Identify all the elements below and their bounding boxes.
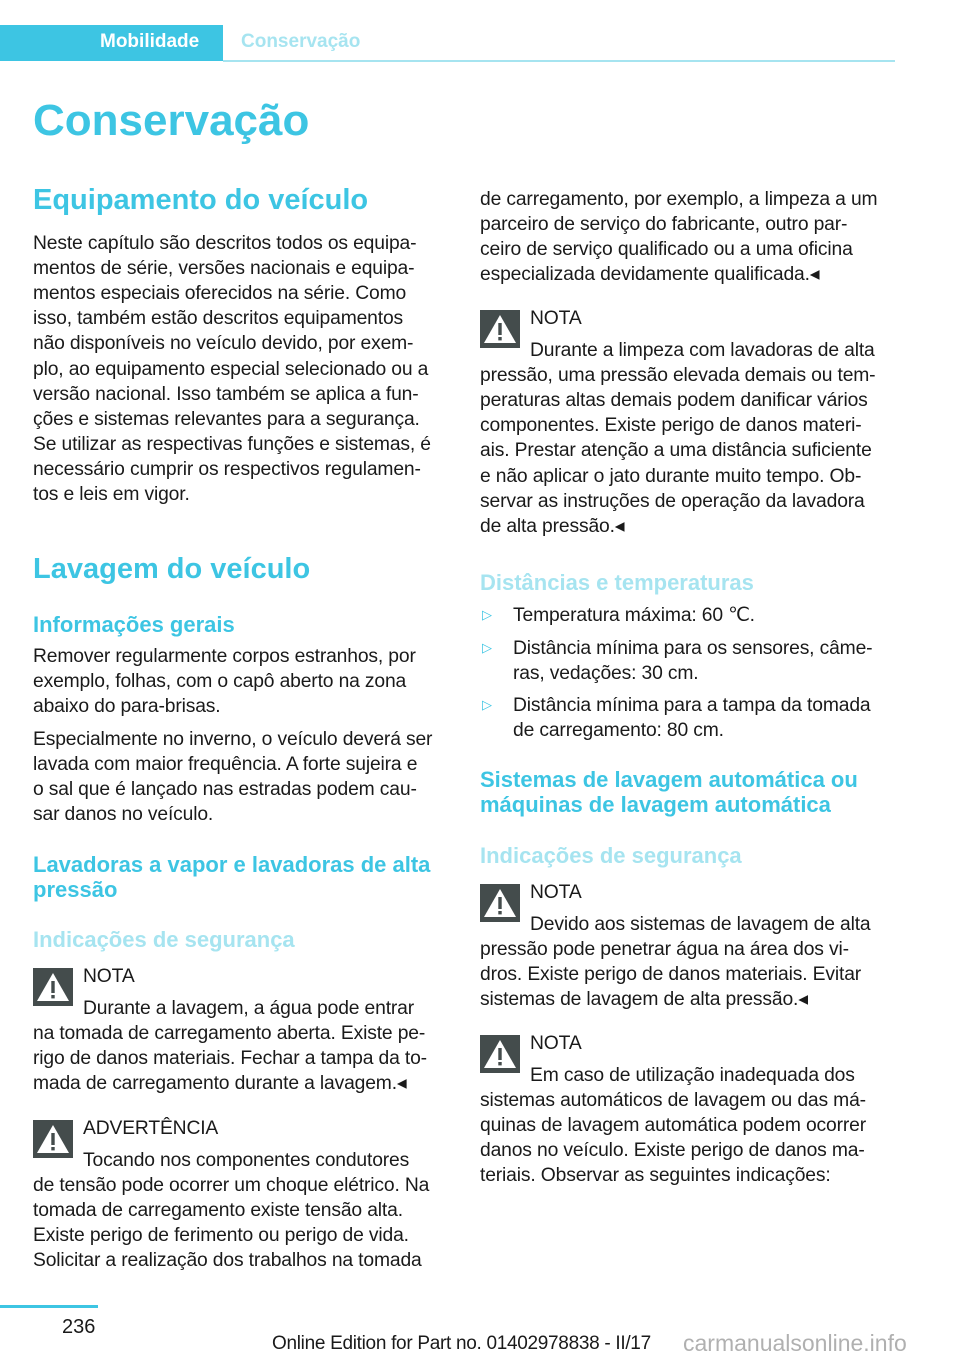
text-line: sistemas de lavagem de alta pressão.◂	[480, 989, 808, 1011]
warning-note-title: NOTA	[530, 308, 582, 329]
text-line: Distância mínima para a tampa da tomada	[513, 695, 871, 716]
text-line: Especialmente no inverno, o veículo deverá ser	[33, 729, 433, 750]
page-number: 236	[62, 1316, 96, 1338]
text-line: Existe perigo de ferimento ou perigo de vida.	[33, 1225, 409, 1247]
text-line: na tomada de carregamento aberta. Existe pe-	[33, 1023, 426, 1045]
bullet-icon: ▷	[482, 697, 492, 712]
warning-note-title: NOTA	[530, 882, 582, 903]
text-line: sar danos no veículo.	[33, 804, 214, 826]
text-line: danos no veículo. Existe perigo de danos ma-	[480, 1140, 865, 1162]
text-line: quinas de lavagem automática podem ocorrer	[480, 1115, 866, 1137]
text-line: mada de carregamento durante a lavagem.◂	[33, 1073, 407, 1095]
warning-note-icon	[33, 968, 73, 1006]
section-tab-conservacao[interactable]: Conservação	[241, 31, 361, 52]
text-line: Tocando nos componentes condutores	[83, 1150, 410, 1171]
text-line: componentes. Existe perigo de danos materi-	[480, 415, 862, 437]
text-line: versão nacional. Isso também se aplica a fun-	[33, 383, 419, 405]
text-line: de carregamento: 80 cm.	[513, 720, 724, 742]
warning-advertencia-title: ADVERTÊNCIA	[83, 1118, 219, 1139]
text-line: de carregamento, por exemplo, a limpeza a um	[480, 189, 878, 210]
text-line: de alta pressão.◂	[480, 515, 625, 537]
text-line: ras, vedações: 30 cm.	[513, 663, 699, 685]
warning-advertencia-icon	[33, 1120, 73, 1158]
subsection-heading: máquinas de lavagem automática	[480, 792, 831, 817]
text-line: Neste capítulo são descritos todos os equipa-	[33, 233, 417, 254]
text-line: Remover regularmente corpos estranhos, por	[33, 646, 416, 667]
text-line: tos e leis em vigor.	[33, 484, 190, 505]
warning-note-icon	[480, 1035, 520, 1073]
text-line: sistemas automáticos de lavagem ou das má-	[480, 1090, 866, 1112]
text-line: lavada com maior frequência. A forte sujeira e	[33, 754, 418, 776]
text-line: ceiro de serviço qualificado ou a uma oficina	[480, 239, 853, 261]
text-line: rigo de danos materiais. Fechar a tampa da to-	[33, 1048, 427, 1070]
header-rule	[223, 60, 895, 62]
subsection-heading: Sistemas de lavagem automática ou	[480, 767, 858, 792]
text-line: Se utilizar as respectivas funções e sistemas, é	[33, 433, 431, 455]
edition-text: Online Edition for Part no. 01402978838 - II/17	[272, 1333, 651, 1354]
text-line: necessário cumprir os respectivos regulamen-	[33, 458, 421, 480]
text-line: plo, ao equipamento especial selecionado ou a	[33, 358, 429, 380]
text-line: parceiro de serviço do fabricante, outro par-	[480, 214, 848, 236]
text-line: isso, também estão descritos equipamentos	[33, 308, 404, 330]
minor-heading: Indicações de segurança	[33, 927, 295, 952]
text-line: dros. Existe perigo de danos materiais. Evitar	[480, 964, 862, 986]
subsection-heading: Lavadoras a vapor e lavadoras de alta	[33, 852, 431, 877]
text-line: especializada devidamente qualificada.◂	[480, 264, 820, 286]
warning-note-title: NOTA	[530, 1033, 582, 1054]
text-line: tomada de carregamento existe tensão alta.	[33, 1200, 403, 1222]
subsection-heading: Informações gerais	[33, 612, 235, 637]
section-tab-mobilidade[interactable]: Mobilidade	[100, 31, 200, 52]
text-line: Devido aos sistemas de lavagem de alta	[530, 914, 871, 935]
warning-note-title: NOTA	[83, 966, 135, 987]
text-line: de tensão pode ocorrer um choque elétrico. Na	[33, 1175, 430, 1197]
subsection-heading: pressão	[33, 877, 118, 902]
warning-note-icon	[480, 310, 520, 348]
warning-note-icon	[480, 884, 520, 922]
bullet-icon: ▷	[482, 640, 492, 655]
bullet-icon: ▷	[482, 607, 492, 622]
section-heading: Lavagem do veículo	[33, 553, 311, 585]
text-line: Durante a lavagem, a água pode entrar	[83, 998, 415, 1019]
text-line: mentos especiais oferecidos na série. Como	[33, 283, 407, 305]
text-line: Distância mínima para os sensores, câme-	[513, 638, 873, 659]
text-line: Durante a limpeza com lavadoras de alta	[530, 340, 875, 361]
watermark: carmanualsonline.info	[683, 1330, 907, 1356]
page-title: Conservação	[33, 96, 310, 145]
section-heading: Equipamento do veículo	[33, 184, 369, 216]
minor-heading: Indicações de segurança	[480, 843, 742, 868]
text-line: não disponíveis no veículo devido, por exem-	[33, 333, 414, 355]
text-line: ais. Prestar atenção a uma distância suficiente	[480, 440, 872, 462]
text-line: teriais. Observar as seguintes indicações:	[480, 1165, 831, 1187]
text-line: pressão, uma pressão elevada demais ou tem-	[480, 365, 876, 387]
text-line: mentos de série, versões nacionais e equipa-	[33, 258, 415, 280]
text-line: e não aplicar o jato durante muito tempo. Ob-	[480, 465, 862, 487]
text-line: exemplo, folhas, com o capô aberto na zona	[33, 671, 407, 693]
text-line: abaixo do para-brisas.	[33, 696, 221, 718]
text-line: Em caso de utilização inadequada dos	[530, 1065, 855, 1086]
text-line: ções e sistemas relevantes para a segurança.	[33, 408, 420, 430]
text-line: pressão pode penetrar água na área dos vi-	[480, 939, 849, 961]
text-line: o sal que é lançado nas estradas podem cau-	[33, 779, 417, 801]
text-line: Solicitar a realização dos trabalhos na tomada	[33, 1250, 422, 1272]
text-line: Temperatura máxima: 60 ℃.	[513, 605, 755, 626]
text-line: servar as instruções de operação da lavadora	[480, 490, 865, 512]
text-line: peraturas altas demais podem danificar vários	[480, 390, 868, 412]
minor-heading: Distâncias e temperaturas	[480, 570, 754, 595]
footer-rule	[0, 1305, 98, 1308]
